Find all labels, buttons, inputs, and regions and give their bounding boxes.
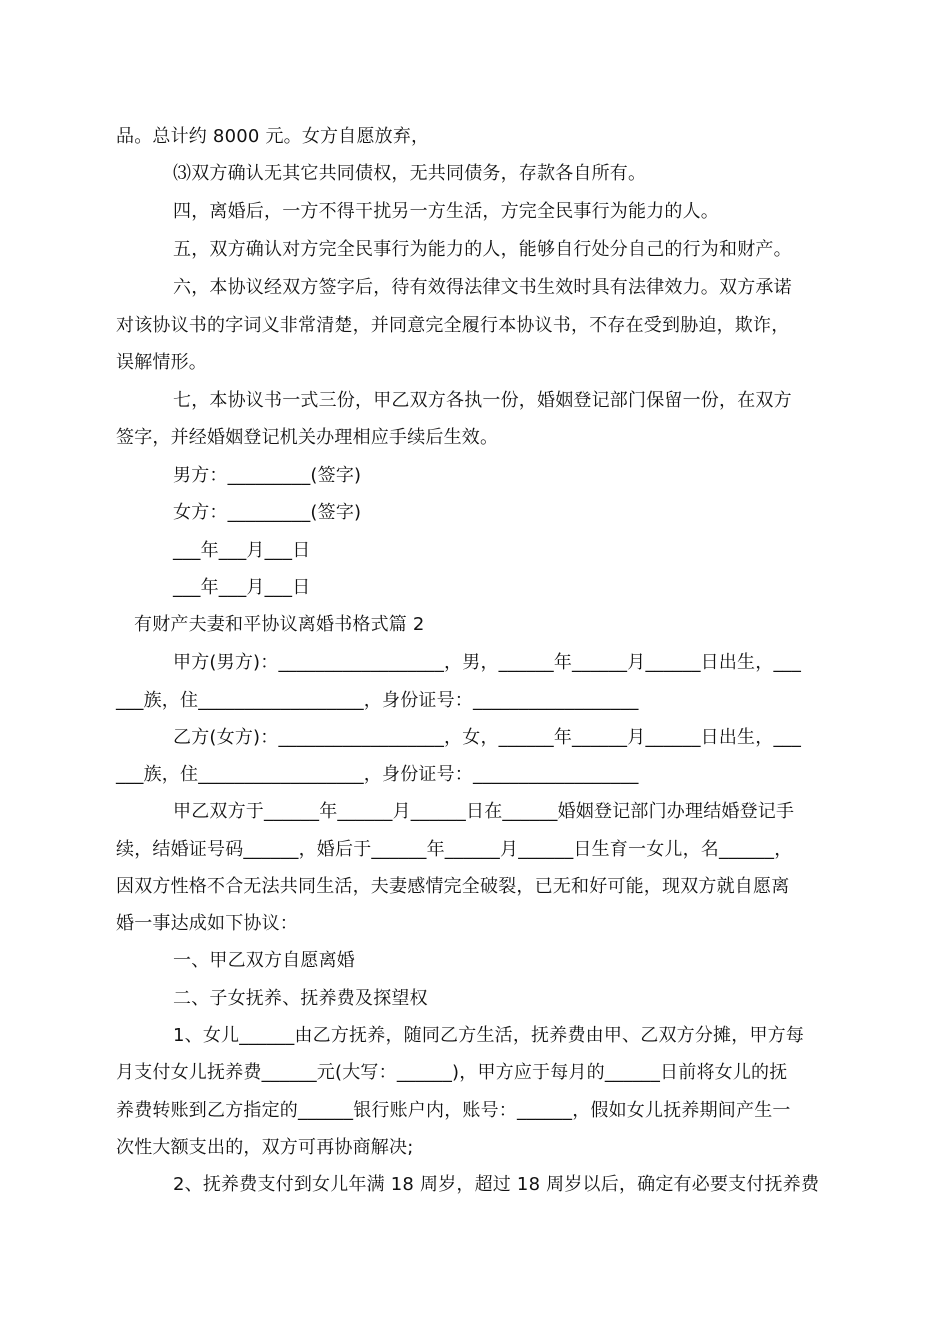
paragraph-line: 1、女儿______由乙方抚养，随同乙方生活，抚养费由甲、乙双方分摊，甲方每 — [173, 1025, 805, 1046]
section-heading: 有财产夫妻和平协议离婚书格式篇 2 — [134, 614, 425, 635]
paragraph-line: 续，结婚证号码______，婚后于______年______月______日生育一女儿，名______， — [116, 839, 793, 860]
paragraph-line: 五，双方确认对方完全民事行为能力的人，能够自行处分自己的行为和财产。 — [173, 239, 792, 260]
clause-heading: 一、甲乙双方自愿离婚 — [173, 950, 355, 971]
paragraph-line: ⑶双方确认无其它共同债权，无共同债务，存款各自所有。 — [173, 163, 647, 184]
paragraph-line: 次性大额支出的，双方可再协商解决; — [116, 1137, 414, 1158]
paragraph-line: 签字，并经婚姻登记机关办理相应手续后生效。 — [116, 427, 499, 448]
paragraph-line: 误解情形。 — [116, 352, 207, 373]
clause-heading: 二、子女抚养、抚养费及探望权 — [173, 988, 428, 1009]
paragraph-line: 对该协议书的字词义非常清楚，并同意完全履行本协议书，不存在受到胁迫，欺诈， — [116, 315, 790, 336]
paragraph-line: 甲乙双方于______年______月______日在______婚姻登记部门办理结婚登记手 — [173, 801, 795, 822]
paragraph-line: 2、抚养费支付到女儿年满 18 周岁，超过 18 周岁以后，确定有必要支付抚养费 — [173, 1174, 820, 1195]
paragraph-line: 月支付女儿抚养费______元(大写：______)，甲方应于每月的______日前将女儿的抚 — [116, 1062, 788, 1083]
date-line: ___年___月___日 — [173, 577, 311, 598]
paragraph-line: 六，本协议经双方签字后，待有效得法律文书生效时具有法律效力。双方承诺 — [173, 277, 792, 298]
paragraph-line: 养费转账到乙方指定的______银行账户内，账号：______，假如女儿抚养期间产生一 — [116, 1100, 791, 1121]
paragraph-line: 品。总计约 8000 元。女方自愿放弃， — [116, 126, 430, 147]
paragraph-line: 甲方(男方)：__________________，男，______年______月______日出生，___ — [173, 652, 802, 673]
paragraph-line: ___族，住__________________，身份证号：__________________ — [116, 764, 639, 785]
paragraph-line: ___族，住__________________，身份证号：__________________ — [116, 690, 639, 711]
paragraph-line: 乙方(女方)：__________________，女，______年______月______日出生，___ — [173, 727, 802, 748]
signature-line-female: 女方：_________(签字) — [173, 502, 362, 523]
paragraph-line: 四，离婚后，一方不得干扰另一方生活，方完全民事行为能力的人。 — [173, 201, 719, 222]
signature-line-male: 男方：_________(签字) — [173, 465, 362, 486]
date-line: ___年___月___日 — [173, 540, 311, 561]
paragraph-line: 婚一事达成如下协议： — [116, 913, 298, 934]
paragraph-line: 因双方性格不合无法共同生活，夫妻感情完全破裂，已无和好可能，现双方就自愿离 — [116, 876, 790, 897]
paragraph-line: 七，本协议书一式三份，甲乙双方各执一份，婚姻登记部门保留一份，在双方 — [173, 390, 792, 411]
